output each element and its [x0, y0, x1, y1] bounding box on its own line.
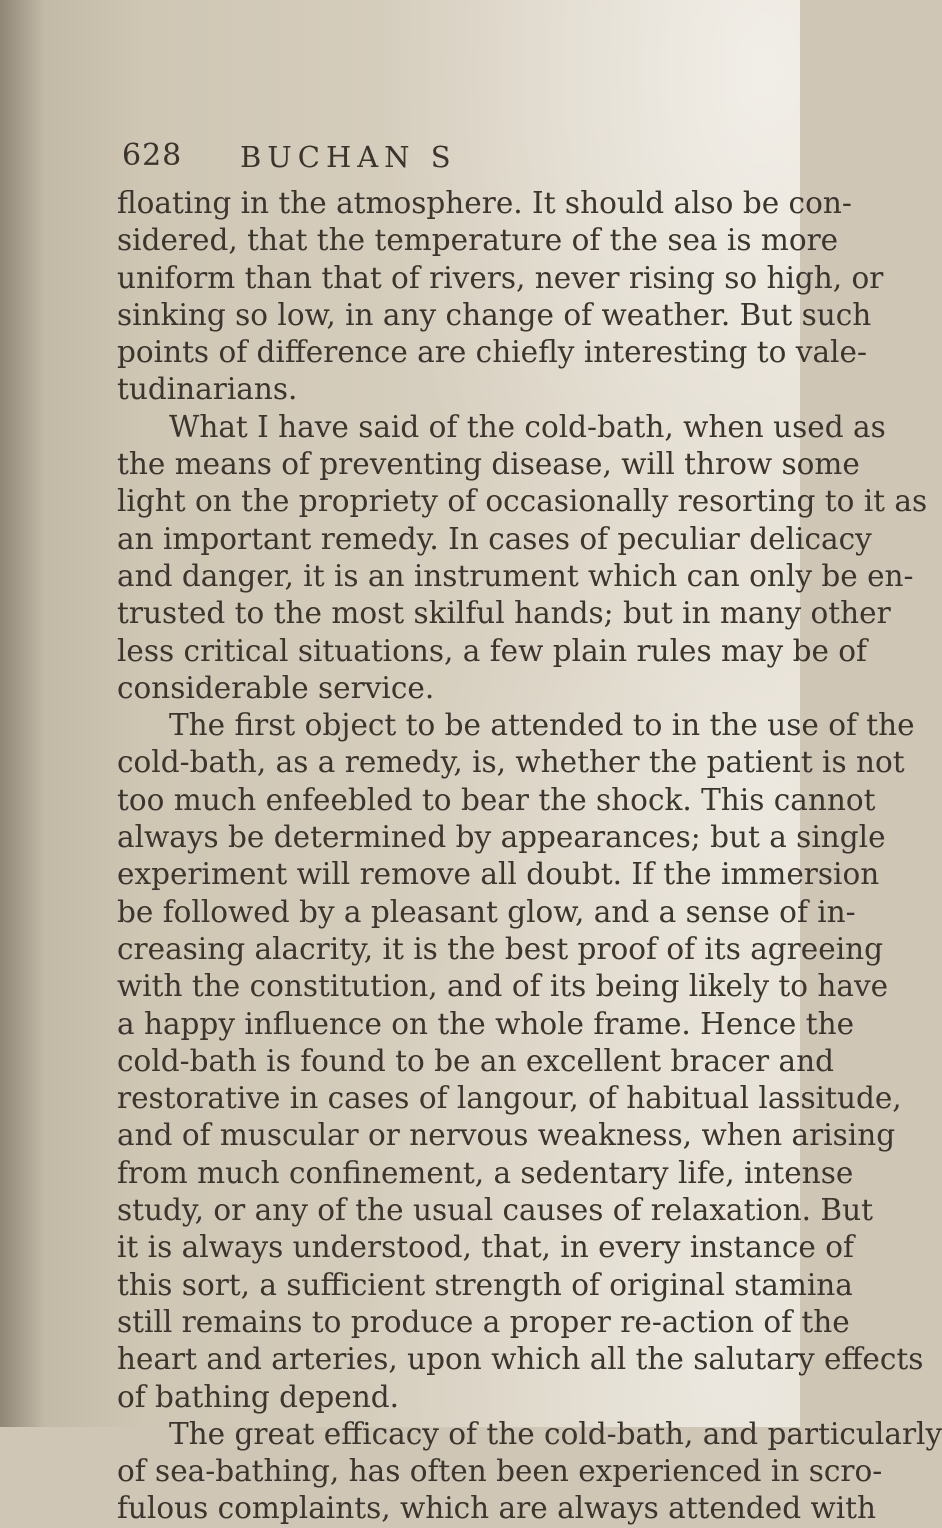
- text-line: it is always understood, that, in every instance of: [117, 1230, 854, 1265]
- text-line: restorative in cases of langour, of habitual lassitude,: [117, 1081, 902, 1116]
- binding-shadow: [0, 0, 45, 1427]
- text-line: the means of preventing disease, will throw some: [117, 447, 860, 482]
- text-line: floating in the atmosphere. It should also be con-: [117, 186, 852, 220]
- page-number: 628: [122, 138, 183, 173]
- running-head: BUCHAN S: [240, 140, 457, 174]
- text-line: experiment will remove all doubt. If the immersion: [117, 857, 880, 892]
- body-text: [117, 185, 942, 1528]
- text-line: of bathing depend.: [117, 1379, 400, 1414]
- text-line: light on the propriety of occasionally resorting to it as: [117, 484, 928, 519]
- text-line: The great efficacy of the cold-bath, and particularly: [169, 1416, 942, 1451]
- text-line: of sea-bathing, has often been experienced in scro-: [117, 1454, 883, 1489]
- text-line: a happy influence on the whole frame. Hence the: [117, 1006, 855, 1041]
- text-line: study, or any of the usual causes of relaxation. But: [117, 1193, 873, 1228]
- text-line: The first object to be attended to in the use of the: [169, 708, 915, 743]
- text-line: heart and arteries, upon which all the salutary effects: [117, 1342, 924, 1377]
- text-line: and of muscular or nervous weakness, when arising: [117, 1118, 896, 1153]
- text-line: cold-bath, as a remedy, is, whether the patient is not: [117, 745, 905, 780]
- text-line: still remains to produce a proper re-action of the: [117, 1304, 850, 1339]
- text-line: trusted to the most skilful hands; but in many other: [117, 596, 891, 631]
- text-line: fulous complaints, which are always attended with: [117, 1491, 877, 1526]
- text-line: considerable service.: [117, 670, 435, 705]
- text-line: uniform than that of rivers, never rising so high, or: [117, 260, 884, 295]
- text-line: this sort, a sufficient strength of original stamina: [117, 1267, 853, 1302]
- text-line: be followed by a pleasant glow, and a sense of in-: [117, 894, 856, 929]
- text-line: an important remedy. In cases of peculiar delicacy: [117, 521, 872, 556]
- text-line: sidered, that the temperature of the sea is more: [117, 223, 839, 258]
- text-line: and danger, it is an instrument which can only be en-: [117, 558, 914, 593]
- text-line: What I have said of the cold-bath, when used as: [169, 409, 886, 444]
- text-line: sinking so low, in any change of weather. But such: [117, 297, 872, 332]
- text-line: less critical situations, a few plain rules may be of: [117, 633, 867, 668]
- text-line: always be determined by appearances; but a single: [117, 820, 886, 855]
- page-header: [122, 138, 682, 178]
- text-line: points of difference are chiefly interesting to vale-: [117, 335, 867, 370]
- text-line: creasing alacrity, it is the best proof of its agreeing: [117, 931, 884, 966]
- text-line: cold-bath is found to be an excellent bracer and: [117, 1043, 834, 1078]
- text-line: tudinarians.: [117, 372, 298, 407]
- text-line: with the constitution, and of its being likely to have: [117, 969, 889, 1004]
- text-line: too much enfeebled to bear the shock. This cannot: [117, 782, 876, 817]
- text-line: from much confinement, a sedentary life, intense: [117, 1155, 854, 1190]
